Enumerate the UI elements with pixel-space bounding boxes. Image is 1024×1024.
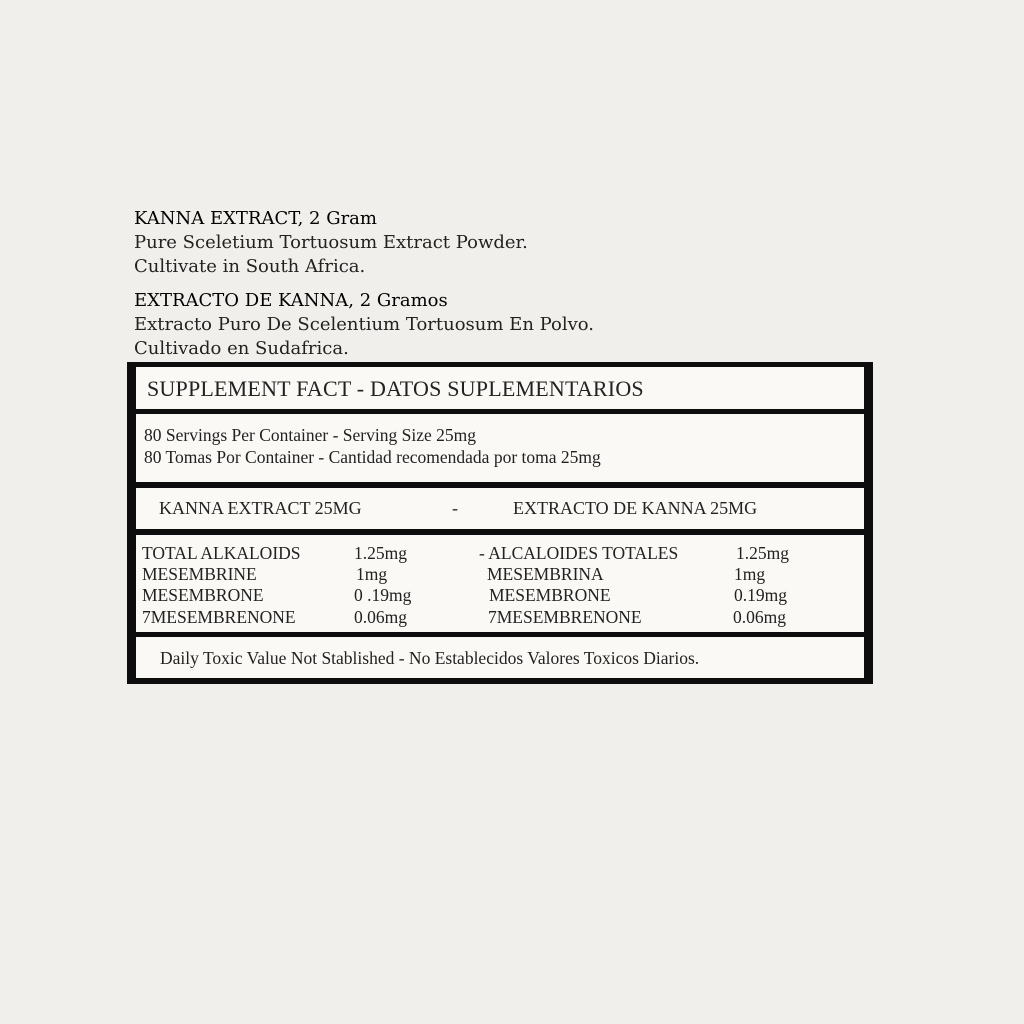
- alkaloid-name-es: MESEMBRONE: [489, 585, 611, 605]
- extract-amount-cell: [136, 488, 864, 529]
- spanish-description: [134, 289, 594, 361]
- alkaloid-amount-en: 0 .19mg: [354, 585, 412, 605]
- alkaloid-amount-en: 1mg: [356, 564, 388, 584]
- alkaloid-amount-es: 1.25mg: [736, 543, 789, 563]
- alkaloid-name-en: 7MESEMBRENONE: [142, 607, 296, 627]
- extract-separator: -: [452, 498, 458, 518]
- alkaloid-amount-es: 1mg: [734, 564, 766, 584]
- alkaloid-amount-es: 0.06mg: [733, 607, 786, 627]
- alkaloid-name-en: MESEMBRINE: [142, 564, 257, 584]
- english-line-1: Pure Sceletium Tortuosum Extract Powder.: [134, 232, 528, 253]
- extract-amount-english: KANNA EXTRACT 25MG: [159, 498, 362, 518]
- alkaloid-amount-en: 0.06mg: [354, 607, 407, 627]
- toxic-value-disclaimer: Daily Toxic Value Not Stablished - No Establecidos Valores Toxicos Diarios.: [160, 648, 700, 668]
- spanish-line-1: Extracto Puro De Scelentium Tortuosum En Polvo.: [134, 314, 595, 335]
- servings-english: 80 Servings Per Container - Serving Size 25mg: [144, 425, 476, 445]
- facts-title-cell: [136, 367, 864, 409]
- alkaloids-cell: [136, 535, 864, 632]
- servings-text: [144, 424, 601, 468]
- disclaimer-cell: [136, 637, 864, 678]
- extract-amount-spanish: EXTRACTO DE KANNA 25MG: [513, 498, 758, 518]
- english-heading: KANNA EXTRACT, 2 Gram: [134, 208, 377, 229]
- alkaloid-name-en: MESEMBRONE: [142, 585, 264, 605]
- alkaloid-name-en: TOTAL ALKALOIDS: [142, 543, 301, 563]
- supplement-facts-table: [127, 362, 873, 684]
- alkaloid-name-es: - ALCALOIDES TOTALES: [479, 543, 679, 563]
- servings-spanish: 80 Tomas Por Container - Cantidad recomendada por toma 25mg: [144, 447, 601, 467]
- product-description: [134, 207, 594, 361]
- alkaloid-name-es: 7MESEMBRENONE: [488, 607, 642, 627]
- servings-cell: [136, 414, 864, 482]
- spanish-heading: EXTRACTO DE KANNA, 2 Gramos: [134, 290, 448, 311]
- alkaloid-amount-en: 1.25mg: [354, 543, 407, 563]
- english-line-2: Cultivate in South Africa.: [134, 256, 366, 277]
- alkaloid-name-es: MESEMBRINA: [487, 564, 604, 584]
- spanish-line-2: Cultivado en Sudafrica.: [134, 338, 349, 359]
- facts-title: SUPPLEMENT FACT - DATOS SUPLEMENTARIOS: [147, 376, 644, 401]
- alkaloid-amount-es: 0.19mg: [734, 585, 787, 605]
- english-description: [134, 207, 594, 279]
